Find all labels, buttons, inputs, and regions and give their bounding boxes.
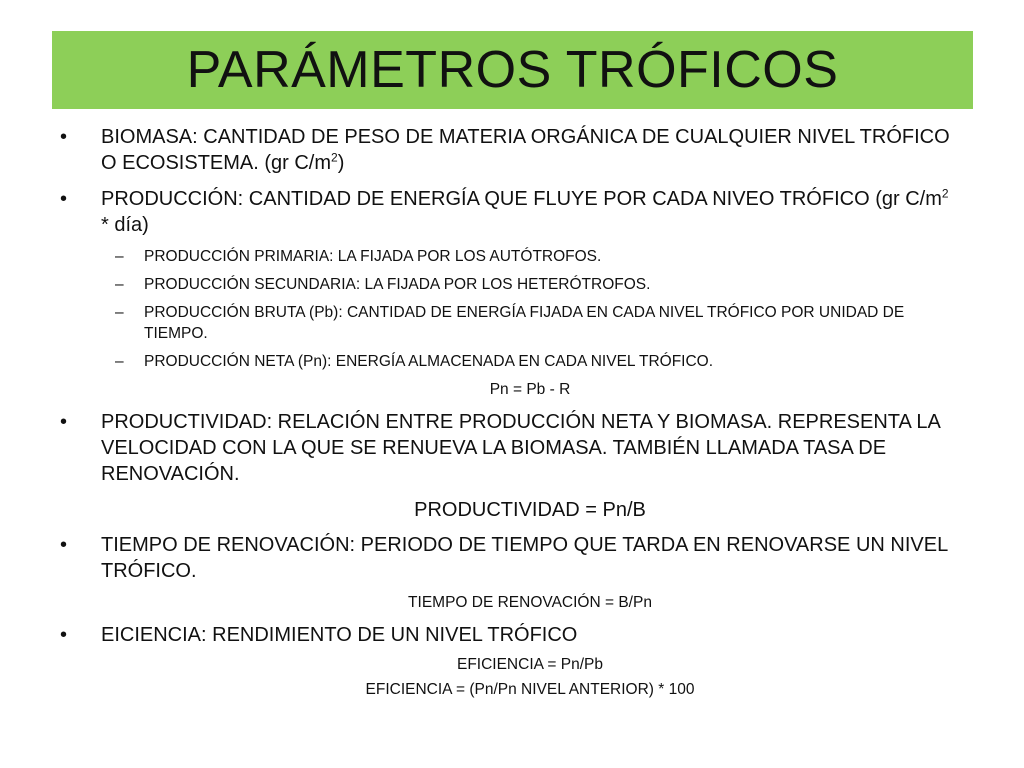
title-band <box>52 31 973 109</box>
formula-tiempo: TIEMPO DE RENOVACIÓN = B/Pn <box>408 594 652 611</box>
bullet-marker: • <box>60 411 68 433</box>
slide-content <box>60 124 960 709</box>
produccion-after: * día) <box>101 214 149 236</box>
bullet-marker: • <box>60 188 68 210</box>
dash-marker: – <box>115 304 124 321</box>
biomasa-sup: 2 <box>331 150 338 165</box>
dash-marker: – <box>115 276 124 293</box>
bullet-marker: • <box>60 534 68 556</box>
tiempo-text: TIEMPO DE RENOVACIÓN: PERIODO DE TIEMPO QUE TARDA EN RENOVARSE UN NIVEL TRÓFICO. <box>101 534 948 582</box>
bullet-marker: • <box>60 624 68 646</box>
bullet-biomasa <box>60 124 960 176</box>
sub-item-primaria <box>60 246 960 267</box>
produccion-text: PRODUCCIÓN: CANTIDAD DE ENERGÍA QUE FLUYE POR CADA NIVEO TRÓFICO (gr C/m <box>101 188 942 210</box>
dash-marker: – <box>115 248 124 265</box>
slide-title: PARÁMETROS TRÓFICOS <box>186 41 839 99</box>
bullet-productividad <box>60 409 960 487</box>
biomasa-text: BIOMASA: CANTIDAD DE PESO DE MATERIA ORGÁNICA DE CUALQUIER NIVEL TRÓFICO O ECOSISTEMA. (gr C/m <box>101 126 950 174</box>
sub-item-secundaria <box>60 274 960 295</box>
bullet-marker: • <box>60 126 68 148</box>
sub-item-text: PRODUCCIÓN PRIMARIA: LA FIJADA POR LOS AUTÓTROFOS. <box>144 248 602 265</box>
sub-item-text: PRODUCCIÓN SECUNDARIA: LA FIJADA POR LOS HETERÓTROFOS. <box>144 276 651 293</box>
produccion-sup: 2 <box>941 186 949 201</box>
formula-productividad: PRODUCTIVIDAD = Pn/B <box>414 499 646 521</box>
bullet-produccion <box>60 186 960 238</box>
sub-item-text: PRODUCCIÓN NETA (Pn): ENERGÍA ALMACENADA EN CADA NIVEL TRÓFICO. <box>144 353 714 370</box>
formula-pn: Pn = Pb - R <box>489 381 571 398</box>
sub-item-neta <box>60 351 960 372</box>
eficiencia-text: EICIENCIA: RENDIMIENTO DE UN NIVEL TRÓFICO <box>101 624 578 646</box>
formula-eficiencia-1: EFICIENCIA = Pn/Pb <box>456 656 604 673</box>
formula-eficiencia-2: EFICIENCIA = (Pn/Pn NIVEL ANTERIOR) * 100 <box>365 681 695 698</box>
biomasa-after: ) <box>337 152 345 174</box>
bullet-eficiencia <box>60 622 960 648</box>
sub-item-text: PRODUCCIÓN BRUTA (Pb): CANTIDAD DE ENERGÍA FIJADA EN CADA NIVEL TRÓFICO POR UNIDAD DE TIEMPO. <box>144 304 905 342</box>
sub-item-bruta <box>60 302 960 344</box>
dash-marker: – <box>115 353 124 370</box>
productividad-text: PRODUCTIVIDAD: RELACIÓN ENTRE PRODUCCIÓN NETA Y BIOMASA. REPRESENTA LA VELOCIDAD CON LA QUE SE RENUEVA LA BIOMASA. TAMBIÉN LLAMADA TASA DE RENOVACIÓN. <box>101 411 940 485</box>
bullet-tiempo <box>60 532 960 584</box>
